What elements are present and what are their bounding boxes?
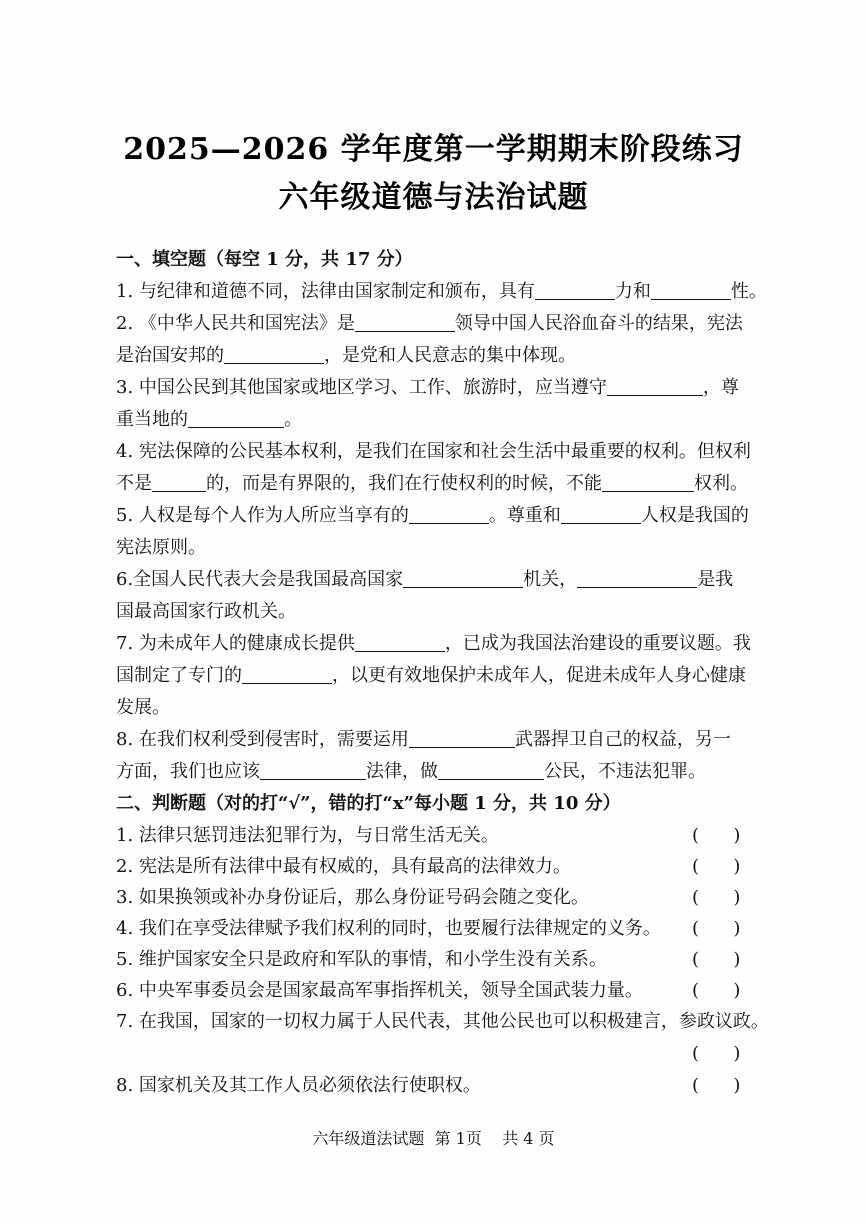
q8-text-b: 武器捍卫自己的权益，另一: [514, 729, 731, 750]
answer-blank[interactable]: [577, 569, 697, 588]
answer-blank[interactable]: [438, 761, 544, 780]
q1-text-a: 1. 与纪律和道德不同，法律由国家制定和颁布，具有: [116, 281, 535, 302]
question-3-line1: [116, 376, 756, 400]
q7-text-e: 发展。: [116, 697, 170, 718]
answer-paren[interactable]: ( ): [692, 1075, 741, 1096]
question-8-line1: [116, 728, 756, 752]
exam-title: 2025—2026 学年度第一学期期末阶段练习: [123, 132, 744, 167]
q8-text-d: 法律，做: [366, 761, 438, 782]
q7-text-c: 国制定了专门的: [116, 665, 242, 686]
question-8-line2: [116, 760, 756, 784]
question-6-line2: [116, 600, 756, 624]
exam-subtitle: 六年级道德与法治试题: [278, 180, 589, 215]
q1-text-c: 性。: [730, 281, 767, 302]
judgment-item-7: 7. 在我国，国家的一切权力属于人民代表，其他公民也可以积极建言，参政议政。: [116, 1011, 769, 1032]
answer-blank[interactable]: [409, 505, 489, 524]
answer-blank[interactable]: [355, 633, 445, 652]
answer-blank[interactable]: [535, 281, 615, 300]
judgment-item-4: 4. 我们在享受法律赋予我们权利的同时，也要履行法律规定的义务。: [116, 918, 661, 939]
q7-text-d: ，以更有效地保护未成年人，促进未成年人身心健康: [332, 665, 746, 686]
q5-text-b: 。尊重和: [488, 505, 561, 526]
judgment-item-5: 5. 维护国家安全只是政府和军队的事情，和小学生没有关系。: [116, 949, 607, 970]
question-7-line1: [116, 632, 756, 656]
q4-text-b: 不是: [116, 473, 152, 494]
q2-text-c: 是治国安邦的: [116, 345, 224, 366]
section2-heading: 二、判断题（对的打“√”，错的打“x”每小题 1 分，共 10 分）: [116, 793, 621, 814]
q8-text-e: 公民，不违法犯罪。: [544, 761, 706, 782]
q5-text-d: 宪法原则。: [116, 537, 206, 558]
judgment-item-6: 6. 中央军事委员会是国家最高军事指挥机关，领导全国武装力量。: [116, 980, 643, 1001]
question-5-line1: [116, 504, 756, 528]
q5-text-a: 5. 人权是每个人作为人所应当享有的: [116, 505, 409, 526]
question-6-line1: [116, 568, 756, 592]
judgment-item-2: 2. 宪法是所有法律中最有权威的，具有最高的法律效力。: [116, 856, 571, 877]
q7-text-b: ，已成为我国法治建设的重要议题。我: [444, 633, 751, 654]
answer-paren[interactable]: ( ): [692, 856, 741, 877]
q3-text-a: 3. 中国公民到其他国家或地区学习、工作、旅游时，应当遵守: [116, 377, 607, 398]
q6-text-c: 是我: [697, 569, 734, 590]
judgment-item-1: 1. 法律只惩罚违法犯罪行为，与日常生活无关。: [116, 825, 499, 846]
q7-text-a: 7. 为未成年人的健康成长提供: [116, 633, 355, 654]
answer-paren[interactable]: ( ): [692, 918, 741, 939]
q8-text-c: 方面，我们也应该: [116, 761, 260, 782]
answer-blank[interactable]: [403, 569, 523, 588]
q3-text-d: 。: [284, 409, 302, 430]
question-1: [116, 280, 767, 304]
answer-paren[interactable]: ( ): [692, 1043, 741, 1064]
q6-text-d: 国最高国家行政机关。: [116, 601, 296, 622]
q5-text-c: 人权是我国的: [640, 505, 749, 526]
q3-text-c: 重当地的: [116, 409, 188, 430]
answer-blank[interactable]: [242, 665, 332, 684]
q3-text-b: ，尊: [702, 377, 739, 398]
judgment-item-8: 8. 国家机关及其工作人员必须依法行使职权。: [116, 1075, 481, 1096]
question-7-line3: [116, 696, 756, 720]
answer-paren[interactable]: ( ): [692, 980, 741, 1001]
answer-blank[interactable]: [651, 281, 731, 300]
answer-blank[interactable]: [152, 473, 206, 492]
q2-text-a: 2. 《中华人民共和国宪法》是: [116, 313, 355, 334]
page-footer: 六年级道法试题 第 1页 共 4 页: [312, 1129, 555, 1148]
section1-heading: 一、填空题（每空 1 分，共 17 分）: [116, 249, 413, 270]
question-2-line2: [116, 344, 756, 368]
q8-text-a: 8. 在我们权利受到侵害时，需要运用: [116, 729, 409, 750]
question-2-line1: [116, 312, 756, 336]
question-3-line2: [116, 408, 756, 432]
answer-blank[interactable]: [409, 729, 515, 748]
q1-text-b: 力和: [614, 281, 651, 302]
judgment-item-3: 3. 如果换领或补办身份证后，那么身份证号码会随之变化。: [116, 887, 589, 908]
question-7-line2: [116, 664, 756, 688]
q4-text-a: 4. 宪法保障的公民基本权利，是我们在国家和社会生活中最重要的权利。但权利: [116, 441, 751, 462]
answer-blank[interactable]: [224, 345, 324, 364]
q4-text-d: 权利。: [694, 473, 748, 494]
question-4-line2: [116, 472, 756, 496]
question-5-line2: [116, 536, 756, 560]
q2-text-d: ，是党和人民意志的集中体现。: [324, 345, 576, 366]
answer-blank[interactable]: [602, 473, 694, 492]
answer-blank[interactable]: [561, 505, 641, 524]
answer-blank[interactable]: [607, 377, 703, 396]
q4-text-c: 的，而是有界限的，我们在行使权利的时候，不能: [206, 473, 602, 494]
answer-paren[interactable]: ( ): [692, 825, 741, 846]
q6-text-a: 6.全国人民代表大会是我国最高国家: [116, 569, 404, 590]
answer-paren[interactable]: ( ): [692, 887, 741, 908]
answer-blank[interactable]: [188, 409, 284, 428]
answer-blank[interactable]: [260, 761, 366, 780]
answer-paren[interactable]: ( ): [692, 949, 741, 970]
question-4-line1: [116, 440, 756, 464]
answer-blank[interactable]: [355, 313, 455, 332]
q6-text-b: 机关，: [523, 569, 578, 590]
q2-text-b: 领导中国人民浴血奋斗的结果，宪法: [454, 313, 743, 334]
